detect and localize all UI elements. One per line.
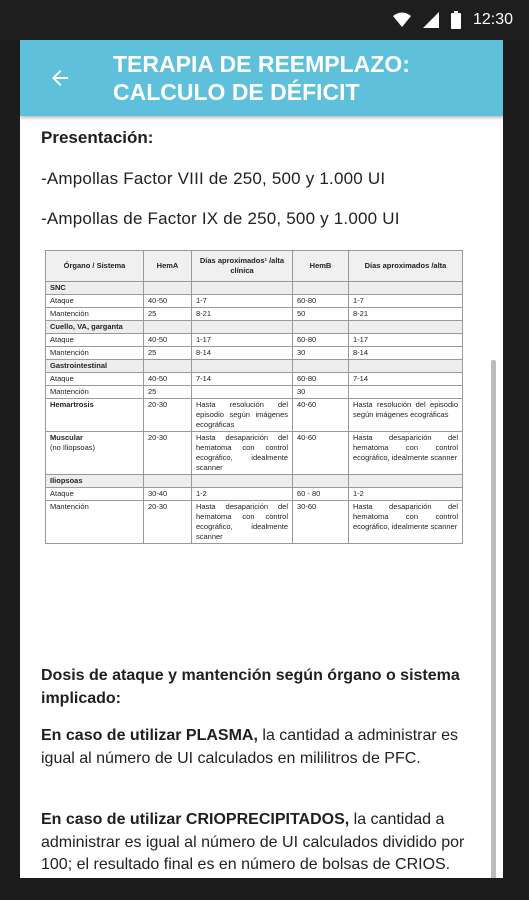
table-group-label: Cuello, VA, garganta xyxy=(46,321,144,334)
table-cell: 25 xyxy=(144,347,192,360)
table-header-cell: Días aproximados¹ /alta clínica xyxy=(192,251,293,282)
table-cell: 60-80 xyxy=(293,334,349,347)
table-cell: 60 - 80 xyxy=(293,488,349,501)
table-cell: Hasta desaparición del hematoma con control ecográfico, idealmente scanner xyxy=(192,501,293,544)
arrow-left-icon xyxy=(48,66,72,90)
table-cell xyxy=(192,386,293,399)
table-cell xyxy=(349,475,463,488)
table-cell xyxy=(293,321,349,334)
table-cell: 50 xyxy=(293,308,349,321)
table-cell xyxy=(349,282,463,295)
presentation-line: -Ampollas de Factor IX de 250, 500 y 1.000 UI xyxy=(41,209,400,228)
table-cell: 20-30 xyxy=(144,399,192,432)
table-row xyxy=(46,386,463,399)
table-group-row xyxy=(46,360,463,373)
table-group-row xyxy=(46,475,463,488)
dosis-heading: Dosis de ataque y mantención según órgano o sistema implicado: xyxy=(41,667,460,707)
table-cell: Ataque xyxy=(46,488,144,501)
table-cell: 30-60 xyxy=(293,501,349,544)
table-cell xyxy=(144,321,192,334)
signal-icon xyxy=(423,12,439,28)
table-cell xyxy=(293,282,349,295)
table-cell-label: Muscular xyxy=(50,433,83,442)
table-cell: 30-40 xyxy=(144,488,192,501)
table-cell: 1-17 xyxy=(192,334,293,347)
title-line-1: TERAPIA DE REEMPLAZO: xyxy=(113,51,410,77)
battery-icon xyxy=(451,11,461,29)
presentation-line: -Ampollas Factor VIII de 250, 500 y 1.000 UI xyxy=(41,169,386,188)
table-cell xyxy=(46,399,144,432)
table-cell-sublabel: (no Iliopsoas) xyxy=(50,443,96,452)
table-cell: Hasta desaparición del hematoma con control ecográfico, idealmente scanner xyxy=(349,432,463,475)
table-row xyxy=(46,347,463,360)
table-row xyxy=(46,373,463,386)
table-cell: Ataque xyxy=(46,334,144,347)
table-cell: 1-7 xyxy=(349,295,463,308)
crio-bold: En caso de utilizar CRIOPRECIPITADOS, xyxy=(41,811,350,828)
table-group-row xyxy=(46,282,463,295)
table-cell: Mantención xyxy=(46,501,144,544)
table-cell xyxy=(144,282,192,295)
table-header-row xyxy=(46,251,463,282)
dosage-table-image xyxy=(45,250,462,544)
table-cell: Ataque xyxy=(46,295,144,308)
back-button[interactable] xyxy=(44,62,76,94)
table-cell xyxy=(349,386,463,399)
table-cell: Hasta desaparición del hematoma con control ecográfico, idealmente scanner xyxy=(349,501,463,544)
table-cell: 40-50 xyxy=(144,334,192,347)
table-group-row xyxy=(46,321,463,334)
table-row xyxy=(46,488,463,501)
table-cell: 40-60 xyxy=(293,399,349,432)
table-group-label: Gastrointestinal xyxy=(46,360,144,373)
table-cell xyxy=(293,475,349,488)
crio-text: la cantidad a administrar es igual al número de UI calculados dividido por 100; el resultado final es en número de bolsas de CRIOS. xyxy=(41,811,465,873)
table-row xyxy=(46,295,463,308)
table-header-cell: HemB xyxy=(293,251,349,282)
table-cell: Hasta desaparición del hematoma con control ecográfico, idealmente scanner xyxy=(192,432,293,475)
table-cell xyxy=(349,360,463,373)
app-bar xyxy=(20,40,503,116)
table-cell: 7-14 xyxy=(192,373,293,386)
app-screen xyxy=(20,40,503,878)
table-cell: 8-21 xyxy=(349,308,463,321)
table-group-label: Iliopsoas xyxy=(46,475,144,488)
table-cell xyxy=(192,321,293,334)
table-cell-label: Hemartrosis xyxy=(50,400,94,409)
table-group-label: SNC xyxy=(46,282,144,295)
table-cell: 20-30 xyxy=(144,501,192,544)
table-cell: 1-2 xyxy=(349,488,463,501)
table-cell: 8-21 xyxy=(192,308,293,321)
plasma-text: la cantidad a administrar es igual al número de UI calculados en mililitros de PFC. xyxy=(41,727,459,767)
clock: 12:30 xyxy=(472,11,513,28)
plasma-paragraph xyxy=(41,725,481,770)
title-line-2: CALCULO DE DÉFICIT xyxy=(113,79,360,105)
table-header-cell: Órgano / Sistema xyxy=(46,251,144,282)
table-cell: 8-14 xyxy=(349,347,463,360)
table-cell: Mantención xyxy=(46,308,144,321)
table-row xyxy=(46,501,463,544)
table-cell xyxy=(192,282,293,295)
table-cell xyxy=(144,360,192,373)
table-cell: 25 xyxy=(144,386,192,399)
table-cell: 25 xyxy=(144,308,192,321)
table-cell: Hasta resolución del episodio según imágenes ecográficas xyxy=(349,399,463,432)
table-row xyxy=(46,432,463,475)
table-cell: 20-30 xyxy=(144,432,192,475)
table-cell xyxy=(293,360,349,373)
table-cell xyxy=(192,475,293,488)
content-scroll-area[interactable] xyxy=(20,116,503,878)
scrollbar[interactable] xyxy=(491,360,496,878)
table-cell: Hasta resolución del episodio según imágenes ecográficas xyxy=(192,399,293,432)
dosage-table xyxy=(45,250,463,544)
table-cell xyxy=(46,432,144,475)
presentation-heading: Presentación: xyxy=(41,128,154,147)
status-bar xyxy=(0,0,529,40)
table-cell: 1-2 xyxy=(192,488,293,501)
table-cell: 40-50 xyxy=(144,373,192,386)
table-cell: 30 xyxy=(293,347,349,360)
table-cell: 60-80 xyxy=(293,295,349,308)
table-cell: 40-60 xyxy=(293,432,349,475)
table-cell: 8-14 xyxy=(192,347,293,360)
page-title xyxy=(113,50,493,106)
table-cell: 30 xyxy=(293,386,349,399)
table-row xyxy=(46,399,463,432)
table-cell xyxy=(144,475,192,488)
table-header-cell: Días aproximados /alta xyxy=(349,251,463,282)
table-cell: 1-17 xyxy=(349,334,463,347)
table-row xyxy=(46,334,463,347)
table-cell xyxy=(349,321,463,334)
table-cell: Ataque xyxy=(46,373,144,386)
plasma-bold: En caso de utilizar PLASMA, xyxy=(41,727,258,744)
wifi-icon xyxy=(393,12,411,28)
table-cell: 40-50 xyxy=(144,295,192,308)
table-cell: 60-80 xyxy=(293,373,349,386)
table-cell: 1-7 xyxy=(192,295,293,308)
table-cell xyxy=(192,360,293,373)
table-header-cell: HemA xyxy=(144,251,192,282)
table-cell: Mantención xyxy=(46,386,144,399)
table-cell: 7-14 xyxy=(349,373,463,386)
crio-paragraph xyxy=(41,809,481,877)
table-cell: Mantención xyxy=(46,347,144,360)
table-row xyxy=(46,308,463,321)
